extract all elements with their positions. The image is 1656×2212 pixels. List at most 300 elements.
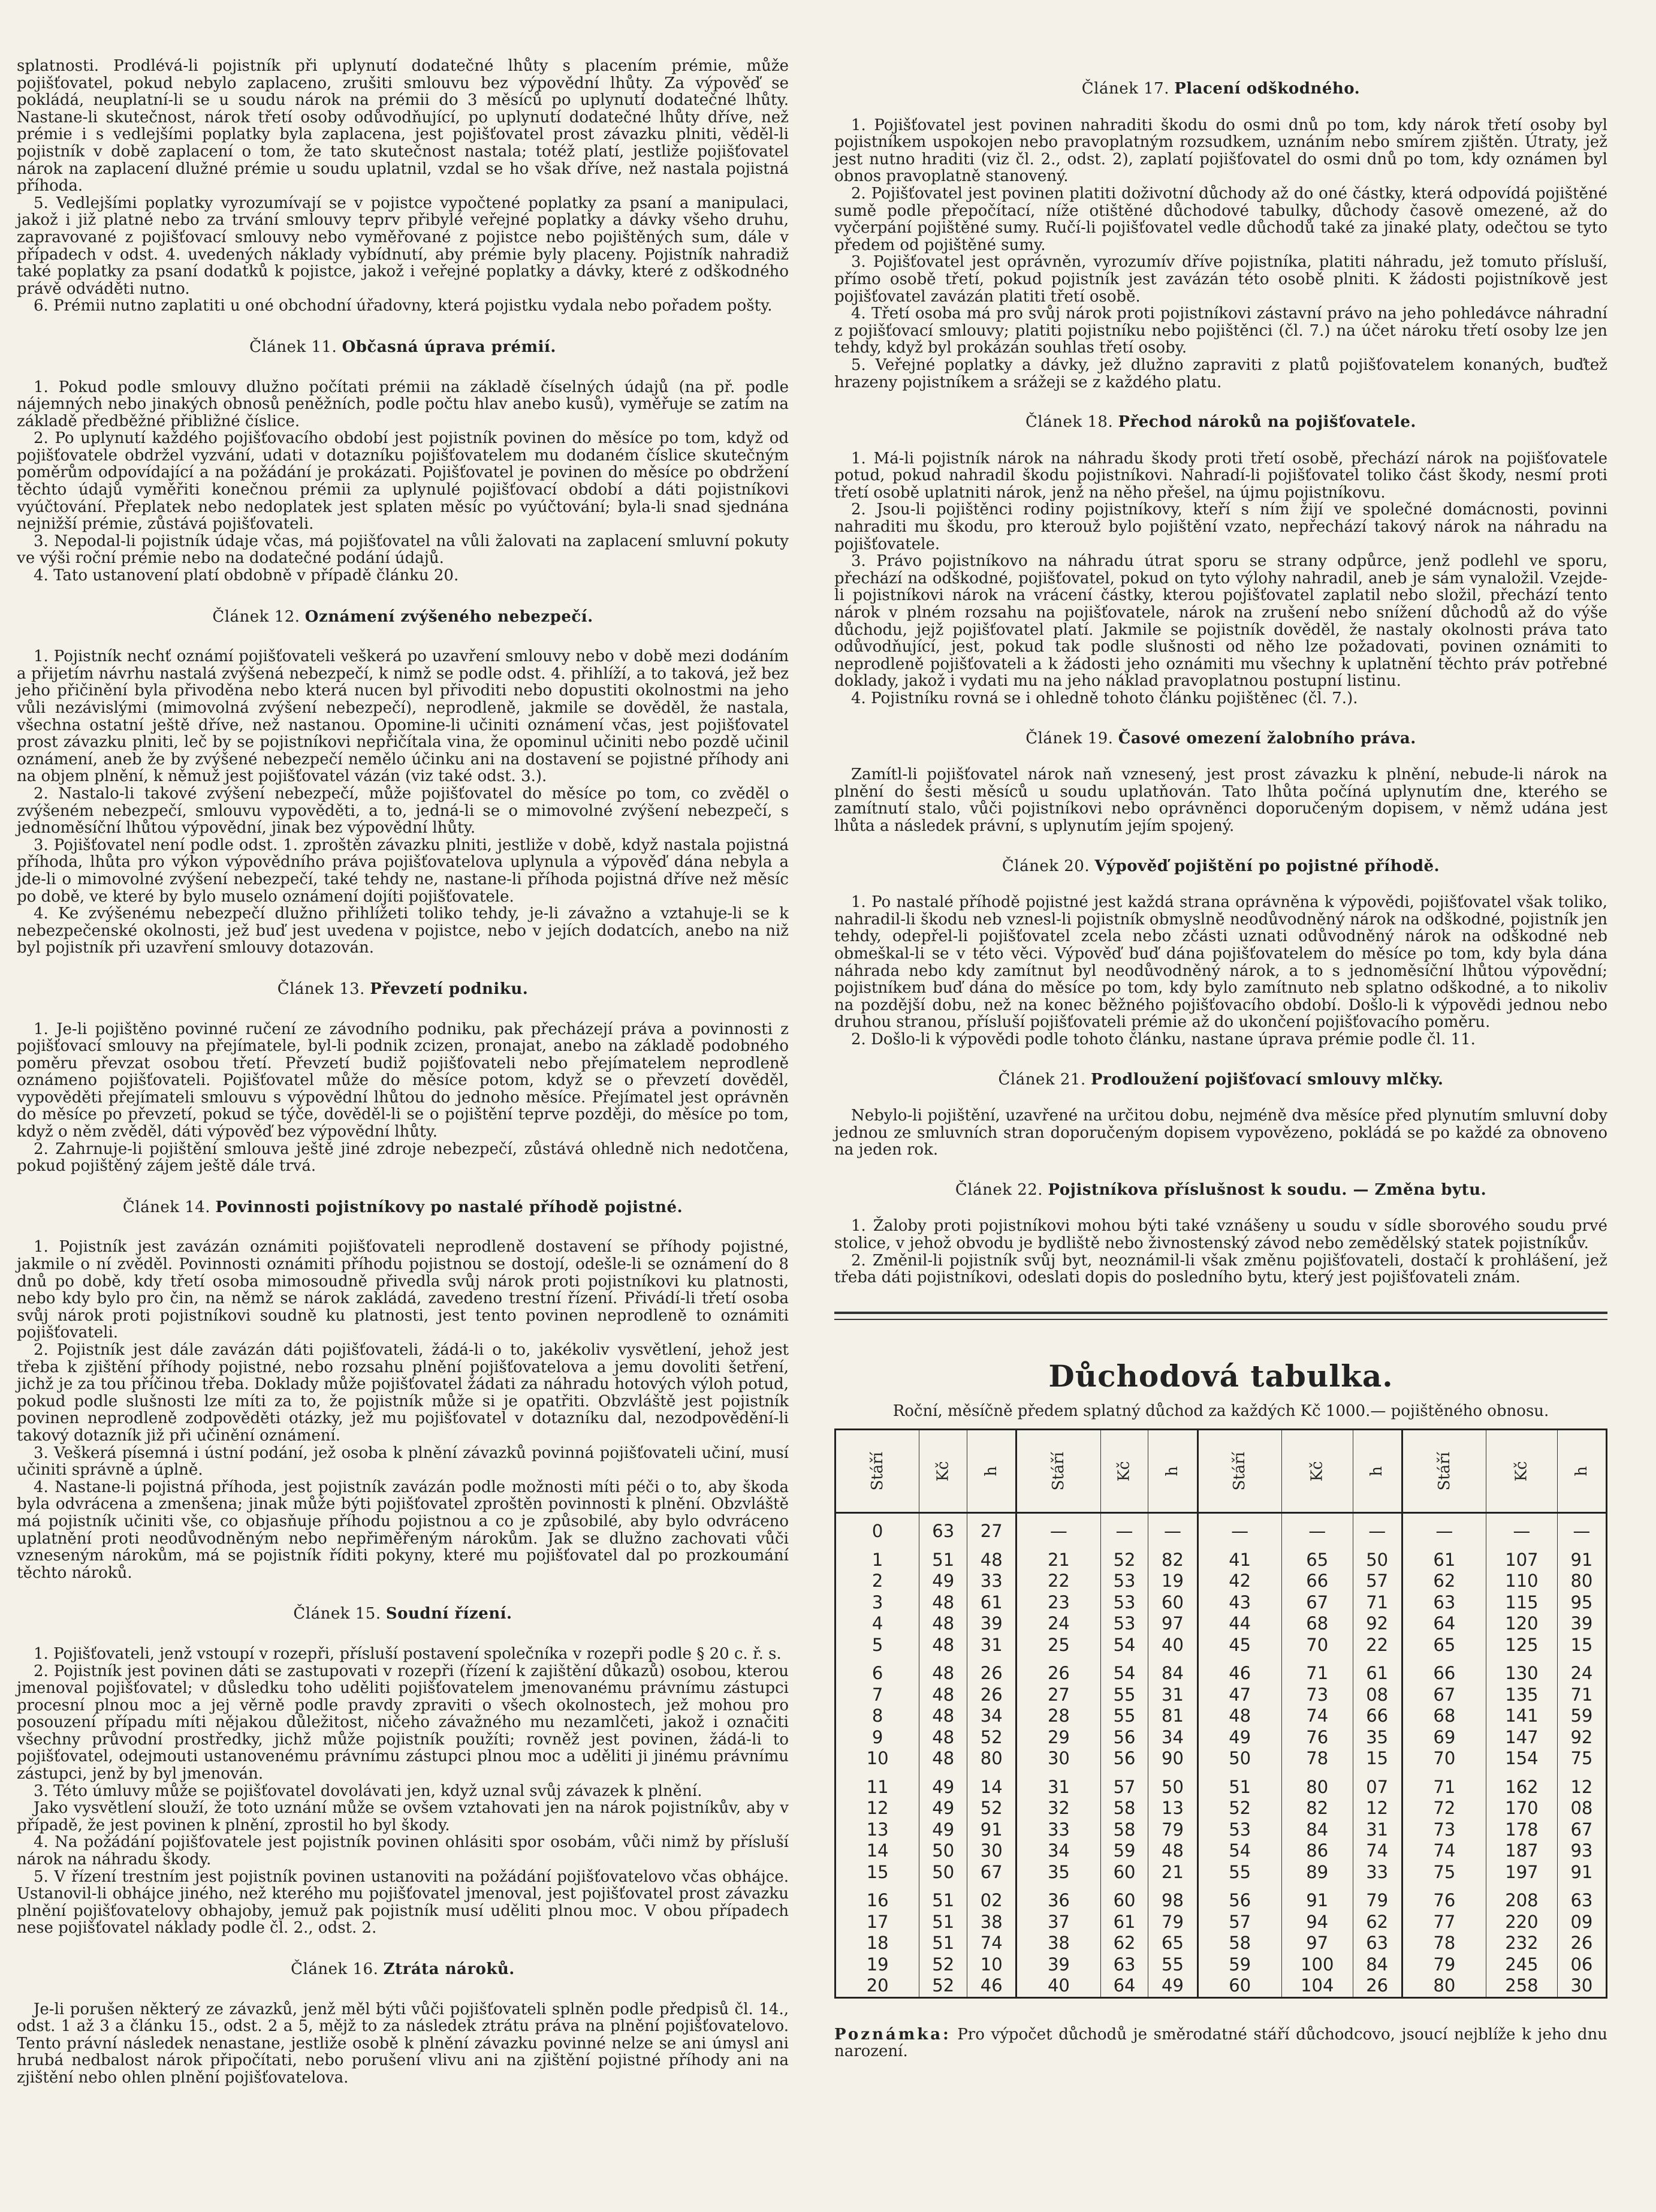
table-cell: 74 bbox=[967, 1933, 1016, 1954]
table-cell: 8 bbox=[835, 1705, 919, 1727]
table-cell: 58 bbox=[1197, 1933, 1281, 1954]
article-paragraph: 2. Došlo-li k výpovědi podle tohoto článku, nastane úprava prémie podle čl. 11. bbox=[851, 1030, 1476, 1048]
table-cell: 23 bbox=[1016, 1592, 1100, 1614]
table-cell: 141 bbox=[1486, 1705, 1558, 1727]
table-cell: 60 bbox=[1100, 1862, 1148, 1891]
article-paragraph: 2. Pojišťovatel jest povinen platiti doživotní důchody až do oné částky, která odpovídá pojištěné sumě podle přepočítací, níže otištěné důchodové tabulky, důchody časově omezené, až do vyčerpání pojištěné sumy. Ručí-li pojišťovatel vedle důchodů také za jinaké platy, odečtou se tyto předem od pojištěné sumy. bbox=[834, 184, 1607, 254]
table-row bbox=[835, 1975, 1607, 1997]
table-cell: 76 bbox=[1281, 1727, 1353, 1749]
table-cell: 63 bbox=[1402, 1592, 1486, 1614]
table-cell: 10 bbox=[835, 1748, 919, 1777]
table-cell: 197 bbox=[1486, 1862, 1558, 1891]
table-cell: 80 bbox=[1281, 1777, 1353, 1798]
article-number: Článek 14. bbox=[122, 1198, 211, 1216]
table-cell: 61 bbox=[1402, 1550, 1486, 1571]
table-cell: 34 bbox=[1016, 1840, 1100, 1862]
table-cell: 79 bbox=[1148, 1819, 1197, 1841]
article-paragraph: 2. Pojistník jest povinen dáti se zastupovati v rozepři (řízení k zajištění důkazů) osobou, kterou jmenoval pojišťovatel; v důsledku toho uděliti pojišťovatelem jmenovanému právnímu zástupci procesní plnou moc a jej věrně podle pravdy zpraviti o všech okolnostech, jež mohou pro posouzení případu míti nějakou důležitost, ničeho závažného mu nezamlčeti, jakož i označiti všechny průvodní prostředky, jichž může pojistník použíti; rovněž jest povinen, žádá-li to pojišťovatel, odejmouti ustanovenému právnímu zástupci plnou moc a uděliti ji jinému právnímu zástupci, jenž by byl jmenován. bbox=[17, 1662, 789, 1783]
table-row bbox=[835, 1890, 1607, 1912]
table-row bbox=[835, 1933, 1607, 1954]
table-cell: 49 bbox=[919, 1777, 967, 1798]
table-cell: 21 bbox=[1016, 1550, 1100, 1571]
table-cell: 12 bbox=[1570, 1776, 1593, 1797]
table-row bbox=[835, 1912, 1607, 1933]
table-cell: 53 bbox=[1197, 1819, 1281, 1841]
table-cell: 31 bbox=[1353, 1819, 1402, 1841]
article-paragraph: 2. Zahrnuje-li pojištění smlouva ještě jiné zdroje nebezpečí, zůstává ohledně nich nedotčena, pokud pojištěný zájem ještě dále trvá. bbox=[17, 1140, 789, 1176]
table-cell: 232 bbox=[1486, 1933, 1558, 1954]
table-cell: — bbox=[1281, 1513, 1353, 1550]
table-cell: 84 bbox=[1353, 1954, 1402, 1976]
right-column bbox=[834, 58, 1607, 2060]
table-row bbox=[835, 1684, 1607, 1706]
table-cell: 78 bbox=[1281, 1748, 1353, 1777]
table-cell: 43 bbox=[1197, 1592, 1281, 1614]
article-paragraph: 4. Ke zvýšenému nebezpečí dlužno přihlížeti toliko tehdy, je-li závažno a vztahuje-li se k nebezpečenské okolnosti, jež buď jest uvedena v pojistce, nebo v jejích dodatcích, anebo na niž byl pojistník při uzavření smlouvy dotazován. bbox=[17, 905, 789, 957]
table-cell: 60 bbox=[1148, 1592, 1197, 1614]
table-cell: 14 bbox=[835, 1840, 919, 1862]
article-paragraph: 1. Je-li pojištěno povinné ručení ze závodního podniku, pak přecházejí práva a povinnosti z pojišťovací smlouvy na přejímatele, byl-li podnik zcizen, pronajat, anebo na základě podobného poměru převzat osobou třetí. Převzetí budiž pojišťovateli nebo přejímatelem neprodleně oznámeno pojišťovateli. Pojišťovatel může do měsíce potom, když se o převzetí dověděl, vypověděti přejímateli smlouvu s výpovědní lhůtou do jednoho měsíce. Přejímatel jest oprávněn do měsíce po převzetí, pokud se týče, dověděl-li se o pojištění teprve později, do měsíce po tom, když o něm zvěděl, dáti výpověď bez výpovědní lhůty. bbox=[17, 1020, 789, 1141]
article-heading bbox=[834, 80, 1607, 98]
table-cell: 66 bbox=[1353, 1705, 1402, 1727]
column-header bbox=[1353, 1430, 1402, 1513]
article-number: Článek 13. bbox=[277, 980, 365, 998]
table-cell: 71 bbox=[1570, 1684, 1593, 1705]
table-cell: 08 bbox=[1570, 1798, 1593, 1819]
article-number: Článek 17. bbox=[1081, 80, 1169, 98]
table-cell: 2 bbox=[835, 1571, 919, 1592]
table-row bbox=[835, 1954, 1607, 1976]
table-cell: 208 bbox=[1486, 1890, 1558, 1912]
table-cell: 84 bbox=[1148, 1663, 1197, 1684]
table-cell: 162 bbox=[1486, 1777, 1558, 1798]
table-cell: 79 bbox=[1402, 1954, 1486, 1976]
article-heading bbox=[834, 1182, 1607, 1199]
table-cell: 59 bbox=[1197, 1954, 1281, 1976]
table-cell: 79 bbox=[1148, 1912, 1197, 1933]
column-header-label: Kč bbox=[1512, 1461, 1531, 1482]
table-cell: 48 bbox=[919, 1663, 967, 1684]
article-title: Oznámení zvýšeného nebezpečí. bbox=[304, 607, 593, 626]
table-cell: 1 bbox=[835, 1550, 919, 1571]
table-cell: 75 bbox=[1570, 1748, 1593, 1769]
table-cell: 110 bbox=[1486, 1571, 1558, 1592]
article-paragraph: 4. Nastane-li pojistná příhoda, jest pojistník zavázán podle možnosti míti péči o to, aby škoda byla odvrácena a zmenšena; jinak může býti pojišťovatel zproštěn povinnosti k plnění. Obzvláště má pojistník učiniti vše, co objasňuje příhodu pojistnou a co je způsobilé, aby bylo odvráceno uplatnění proti neodůvodněným nebo nepřiměřeným nárokům. Jak se dlužno zachovati vůči vzneseným nárokům, má se pojistník říditi pokyny, které mu pojišťovatel dal po prozkoumání těchto nároků. bbox=[17, 1478, 789, 1582]
table-cell: 75 bbox=[1402, 1862, 1486, 1891]
table-cell: 81 bbox=[1148, 1705, 1197, 1727]
article-heading bbox=[17, 339, 789, 356]
table-cell: 80 bbox=[1402, 1975, 1486, 1997]
table-cell: 55 bbox=[1148, 1954, 1197, 1976]
table-cell: 67 bbox=[1281, 1592, 1353, 1614]
table-row bbox=[835, 1513, 1607, 1550]
table-header-row bbox=[835, 1430, 1607, 1513]
table-cell: 46 bbox=[1197, 1663, 1281, 1684]
article-paragraph: 1. Po nastalé příhodě pojistné jest každá strana oprávněna k výpovědi, pojišťovatel však toliko, nahradil-li škodu neb vznesl-li pojistník obmyslně neodůvodněný nárok na odškodné, pojistník jen tehdy, odepřel-li pojišťovatel zcela nebo zčásti uznati odůvodněný nárok na odškodné neb obmeškal-li se v této věci. Výpověď buď dána pojišťovatelem do měsíce po tom, kdy byla dána náhrada nebo kdy zamítnut byl neodůvodněný nárok, a to s jednoměsíční lhůtou výpovědní; pojistníkem buď dána do měsíce po tom, kdy bylo zamítnuto neb splatno odškodné, a to nikoliv na pozdější dobu, než na konec běžného pojišťovacího období. Došlo-li k výpovědi jednou nebo druhou stranou, přísluší pojišťovateli prémie až do ukončení pojišťovacího poměru. bbox=[834, 893, 1607, 1032]
table-cell: 14 bbox=[967, 1777, 1016, 1798]
table-cell: 125 bbox=[1486, 1635, 1558, 1663]
article-number: Článek 22. bbox=[955, 1180, 1043, 1199]
article-paragraph: 1. Žaloby proti pojistníkovi mohou býti také vznášeny u soudu v sídle sborového soudu prvé stolice, v jehož obvodu je bydliště nebo živnostenský závod nebo zemědělský statek pojistníkův. bbox=[834, 1217, 1607, 1253]
table-cell: 61 bbox=[967, 1592, 1016, 1614]
table-cell: 29 bbox=[1016, 1727, 1100, 1749]
table-cell: 31 bbox=[967, 1635, 1016, 1663]
table-cell: 15 bbox=[1353, 1748, 1402, 1777]
table-cell: 30 bbox=[1016, 1748, 1100, 1777]
table-cell: 154 bbox=[1486, 1748, 1558, 1777]
article-title: Časové omezení žalobního práva. bbox=[1118, 729, 1416, 748]
table-cell: 89 bbox=[1281, 1862, 1353, 1891]
table-cell: 13 bbox=[835, 1819, 919, 1841]
table-cell: — bbox=[1486, 1513, 1558, 1550]
table-cell: 100 bbox=[1281, 1954, 1353, 1976]
table-cell: 63 bbox=[919, 1513, 967, 1550]
article-paragraph: 2. Jsou-li pojištěnci rodiny pojistníkovy, kteří s ním žijí ve společné domácnosti, povinni nahraditi mu škodu, pro kterouž bylo pojištění vzato, nepřechází takový nárok na náhradu na pojišťovatele. bbox=[834, 501, 1607, 553]
left-column bbox=[17, 58, 789, 2087]
intro-paragraph: 5. Vedlejšími poplatky vyrozumívají se v pojistce vypočtené poplatky za psaní a manipulaci, jakož i již platné nebo za trvání smlouvy teprv přibylé veřejné poplatky a dávky všeho druhu, zapravované z pojišťovací smlouvy nebo vyměřované z pojistce nebo pojištěných sum, dále v případech v odst. 4. uvedených náklady vybídnutí, aby prémie byly placeny. Pojistník nahradiž také poplatky za psaní dodatků k pojistce, jakož i veřejné poplatky a dávky, které z odškodného právě odváděti nutno. bbox=[17, 194, 789, 298]
table-row bbox=[835, 1550, 1607, 1571]
table-cell: 72 bbox=[1402, 1798, 1486, 1819]
table-cell: 60 bbox=[1197, 1975, 1281, 1997]
article-number: Článek 20. bbox=[1002, 857, 1090, 875]
article-paragraph: 3. Právo pojistníkovo na náhradu útrat sporu se strany odpůrce, jenž podlehl ve sporu, přechází na odškodné, pojišťovatel, pokud on tyto výlohy nahradil, aneb je sám vynaložil. Vzejde-li pojistníkovi nárok na vrácení částky, kterou pojišťovatel zaplatil nebo složil, přechází tento nárok v plném rozsahu na pojišťovatele, nárok na zrušení nebo snížení důchodů až do výše důchodu, jejž pojišťovatel platí. Jakmile se pojistník dověděl, že nastaly okolnosti práva tato odůvodňující, jest, pokud tak podle slušnosti od něho lze požadovati, povinen oznámiti to neprodleně pojišťovateli a k žádosti jeho oznámiti mu všechny k uplatnění těchto práv potřebné doklady, jakož i vydati mu na jeho náklad pravoplatnou postupní listinu. bbox=[834, 552, 1607, 691]
pension-table-title: Důchodová tabulka. bbox=[1048, 1358, 1393, 1394]
table-cell: 97 bbox=[1281, 1933, 1353, 1954]
table-cell: 245 bbox=[1486, 1954, 1558, 1976]
table-cell: 98 bbox=[1148, 1890, 1197, 1912]
column-header-label: h bbox=[1572, 1466, 1591, 1476]
table-cell: 49 bbox=[919, 1798, 967, 1819]
table-cell: 48 bbox=[967, 1550, 1016, 1571]
table-cell: 27 bbox=[967, 1513, 1016, 1550]
column-header bbox=[1281, 1430, 1353, 1513]
table-cell: — bbox=[1100, 1513, 1148, 1550]
table-cell: 51 bbox=[919, 1912, 967, 1933]
article-paragraph: 3. Této úmluvy může se pojišťovatel dovolávati jen, když uznal svůj závazek k plnění. bbox=[34, 1782, 702, 1800]
article-number: Článek 21. bbox=[998, 1070, 1086, 1089]
table-cell: 52 bbox=[919, 1954, 967, 1976]
table-cell: 49 bbox=[919, 1571, 967, 1592]
table-cell: 48 bbox=[1148, 1840, 1197, 1862]
article-paragraph: 1. Pojistník nechť oznámí pojišťovateli veškerá po uzavření smlouvy nebo v době mezi dodáním a přijetím návrhu nastalá zvýšená nebezpečí, k nimž se podle odst. 4. přihlíží, a to taková, jež bez jeho přičinění byla přivoděna nebo která nucen byl přivoditi nebo dopustiti okolnostmi na jeho vůli nezávislými (mimovolná zvýšení nebezpečí), neprodleně, jakmile se dověděl, že nastala, všechna ostatní ještě dříve, než nastanou. Opomine-li učiniti oznámení včas, jest pojišťovatel prost závazku plniti, leč by se pojistníkovi nepřičítala vina, že opominul učiniti nebo pozdě učinil oznámení, aneb že by zvýšené nebezpečí nemělo účinku ani na dostavení se pojistné příhody ani na objem plnění, k němuž jest pojišťovatel vázán (viz také odst. 3.). bbox=[17, 647, 789, 786]
pension-table bbox=[834, 1429, 1607, 1999]
article-paragraph: Zamítl-li pojišťovatel nárok naň vznesený, jest prost závazku k plnění, nebude-li nárok na plnění do šesti měsíců u soudu uplatňován. Tato lhůta počíná uplynutím dne, kterého se zamítnutí stalo, vůči pojistníkovi nebo oprávněnci doporučeným dopisem, v němž udána jest lhůta a následek právní, s uplynutím jejím spojený. bbox=[834, 766, 1607, 835]
table-cell: 147 bbox=[1486, 1727, 1558, 1749]
table-cell: 25 bbox=[1016, 1635, 1100, 1663]
column-header-label: h bbox=[1368, 1466, 1386, 1476]
table-cell: 63 bbox=[1100, 1954, 1148, 1976]
article-title: Ztráta nároků. bbox=[383, 1960, 515, 1978]
table-note bbox=[834, 2026, 1607, 2060]
table-cell: — bbox=[1016, 1513, 1100, 1550]
table-cell: 120 bbox=[1486, 1613, 1558, 1635]
column-header-label: Kč bbox=[1308, 1461, 1326, 1482]
article-title: Pojistníkova příslušnost k soudu. — Změna bytu. bbox=[1048, 1180, 1487, 1199]
table-row bbox=[835, 1819, 1607, 1841]
article-heading bbox=[834, 1071, 1607, 1089]
table-cell: 40 bbox=[1148, 1635, 1197, 1663]
table-cell: 57 bbox=[1100, 1777, 1148, 1798]
table-cell: 16 bbox=[835, 1890, 919, 1912]
table-cell: 71 bbox=[1402, 1777, 1486, 1798]
article-paragraph: 4. Na požádání pojišťovatele jest pojistník povinen ohlásiti spor osobám, vůči nimž by přísluší nárok na náhradu škody. bbox=[17, 1833, 789, 1869]
table-cell: 90 bbox=[1148, 1748, 1197, 1777]
table-cell: — bbox=[1573, 1521, 1591, 1542]
table-cell: 11 bbox=[835, 1777, 919, 1798]
table-cell: 47 bbox=[1197, 1684, 1281, 1706]
article-paragraph: 5. Veřejné poplatky a dávky, jež dlužno zapraviti z platů pojišťovatelem konaných, buďtež hrazeny pojistníkem a srážeji se z každého platu. bbox=[834, 355, 1607, 391]
table-row bbox=[835, 1663, 1607, 1684]
table-row bbox=[835, 1571, 1607, 1592]
table-cell: 35 bbox=[1016, 1862, 1100, 1891]
table-cell: 12 bbox=[1353, 1798, 1402, 1819]
article-title: Prodloužení pojišťovací smlouvy mlčky. bbox=[1090, 1070, 1444, 1089]
article-heading bbox=[17, 1199, 789, 1216]
table-cell: 18 bbox=[835, 1933, 919, 1954]
table-cell: 38 bbox=[967, 1912, 1016, 1933]
table-cell: 02 bbox=[967, 1890, 1016, 1912]
table-row bbox=[835, 1592, 1607, 1614]
table-cell: 130 bbox=[1486, 1663, 1558, 1684]
table-cell: 91 bbox=[967, 1819, 1016, 1841]
pension-table-subtitle: Roční, měsíčně předem splatný důchod za každých Kč 1000.— pojištěného obnosu. bbox=[892, 1402, 1549, 1421]
table-cell: 59 bbox=[1570, 1705, 1593, 1726]
column-header bbox=[1557, 1430, 1606, 1513]
column-header bbox=[1016, 1430, 1100, 1513]
article-heading bbox=[17, 608, 789, 626]
table-cell: 52 bbox=[967, 1727, 1016, 1749]
table-cell: — bbox=[1353, 1513, 1402, 1550]
table-cell: 92 bbox=[1570, 1726, 1593, 1747]
table-cell: 68 bbox=[1402, 1705, 1486, 1727]
table-cell: 41 bbox=[1197, 1550, 1281, 1571]
table-cell: 44 bbox=[1197, 1613, 1281, 1635]
table-cell: 27 bbox=[1016, 1684, 1100, 1706]
table-cell: 65 bbox=[1402, 1635, 1486, 1663]
table-cell: 22 bbox=[1016, 1571, 1100, 1592]
article-number: Článek 15. bbox=[293, 1605, 381, 1623]
table-cell: 78 bbox=[1402, 1933, 1486, 1954]
article-title: Placení odškodného. bbox=[1174, 80, 1361, 98]
article-title: Povinnosti pojistníkovy po nastalé příhodě pojistné. bbox=[215, 1198, 683, 1216]
table-cell: 10 bbox=[967, 1954, 1016, 1976]
table-cell: 79 bbox=[1353, 1890, 1402, 1912]
table-cell: 220 bbox=[1486, 1912, 1558, 1933]
table-row bbox=[835, 1613, 1607, 1635]
table-cell: 08 bbox=[1353, 1684, 1402, 1706]
table-cell: 21 bbox=[1148, 1862, 1197, 1891]
table-cell: 62 bbox=[1402, 1571, 1486, 1592]
table-cell: 39 bbox=[1570, 1613, 1593, 1634]
table-cell: 20 bbox=[835, 1975, 919, 1997]
table-cell: 52 bbox=[967, 1798, 1016, 1819]
column-header-label: Stáří bbox=[868, 1451, 886, 1491]
table-cell: 74 bbox=[1281, 1705, 1353, 1727]
table-cell: 66 bbox=[1402, 1663, 1486, 1684]
table-cell: 49 bbox=[1197, 1727, 1281, 1749]
table-cell: 28 bbox=[1016, 1705, 1100, 1727]
article-title: Výpověď pojištění po pojistné příhodě. bbox=[1094, 857, 1440, 875]
table-row bbox=[835, 1748, 1607, 1777]
table-cell: 82 bbox=[1148, 1550, 1197, 1571]
article-heading bbox=[17, 981, 789, 998]
table-cell: 258 bbox=[1486, 1975, 1558, 1997]
article-paragraph: 3. Veškerá písemná i ústní podání, jež osoba k plnění závazků povinná pojišťovateli učiní, musí učiniti správně a úplně. bbox=[17, 1443, 789, 1479]
table-cell: 67 bbox=[1402, 1684, 1486, 1706]
table-cell: 56 bbox=[1100, 1727, 1148, 1749]
table-cell: 178 bbox=[1486, 1819, 1558, 1841]
table-cell: 50 bbox=[919, 1840, 967, 1862]
table-cell: 76 bbox=[1402, 1890, 1486, 1912]
table-cell: 7 bbox=[835, 1684, 919, 1706]
table-cell: 97 bbox=[1148, 1613, 1197, 1635]
article-number: Článek 11. bbox=[249, 337, 337, 356]
table-row bbox=[835, 1727, 1607, 1749]
column-header bbox=[1100, 1430, 1148, 1513]
column-header-label: h bbox=[1163, 1466, 1182, 1476]
article-title: Převzetí podniku. bbox=[370, 980, 529, 998]
column-header-label: Kč bbox=[934, 1461, 952, 1482]
table-cell: 62 bbox=[1100, 1933, 1148, 1954]
article-paragraph: Nebylo-li pojištění, uzavřené na určitou dobu, nejméně dva měsíce před plynutím smluvní doby jednou ze smluvních stran doporučeným dopisem vypovězeno, pokládá se po každé za obnoveno na jeden rok. bbox=[834, 1107, 1607, 1159]
table-cell: 67 bbox=[967, 1862, 1016, 1891]
table-cell: 65 bbox=[1148, 1933, 1197, 1954]
table-cell: 4 bbox=[835, 1613, 919, 1635]
table-cell: 26 bbox=[1353, 1975, 1402, 1997]
table-cell: 46 bbox=[967, 1975, 1016, 1997]
table-cell: 15 bbox=[835, 1862, 919, 1891]
article-paragraph: 4. Třetí osoba má pro svůj nárok proti pojistníkovi zástavní právo na jeho pohledávce náhradní z pojišťovací smlouvy; platiti pojistníku nebo pojištěnci (čl. 7.) na účet nároku třetí osoby lze jen tehdy, když byl prokázán souhlas třetí osoby. bbox=[834, 305, 1607, 357]
article-title: Občasná úprava prémií. bbox=[342, 337, 556, 356]
intro-paragraph: 6. Prémii nutno zaplatiti u oné obchodní úřadovny, která pojistku vydala nebo pořadem pošty. bbox=[34, 297, 773, 315]
article-number: Článek 18. bbox=[1025, 413, 1114, 432]
table-cell: 55 bbox=[1100, 1705, 1148, 1727]
table-cell: 13 bbox=[1148, 1798, 1197, 1819]
table-cell: 56 bbox=[1100, 1748, 1148, 1777]
table-cell: 51 bbox=[1197, 1777, 1281, 1798]
column-header bbox=[1402, 1430, 1486, 1513]
table-cell: 91 bbox=[1570, 1549, 1593, 1570]
article-number: Článek 16. bbox=[291, 1960, 379, 1978]
table-cell: 77 bbox=[1402, 1912, 1486, 1933]
table-cell: 54 bbox=[1100, 1663, 1148, 1684]
column-header bbox=[835, 1430, 919, 1513]
article-title: Přechod nároků na pojišťovatele. bbox=[1118, 413, 1416, 432]
table-cell: 65 bbox=[1281, 1550, 1353, 1571]
article-paragraph: 1. Pokud podle smlouvy dlužno počítati prémii na základě číselných údajů (na př. podle nájemných nebo jinakých obnosů peněžních, podle počtu hlav anebo kusů), vyměřuje se zatím na základě předběžné přibližné číslice. bbox=[17, 378, 789, 430]
table-cell: 74 bbox=[1353, 1840, 1402, 1862]
table-cell: 48 bbox=[919, 1635, 967, 1663]
article-heading bbox=[834, 858, 1607, 875]
article-paragraph: Je-li porušen některý ze závazků, jenž měl býti vůči pojišťovateli splněn podle předpisů čl. 14., odst. 1 až 3 a článku 15., odst. 2 a 5, mějž to za následek ztrátu práva na plnění pojišťovatelovo. Tento právní následek nenastane, jestliže osobě k plnění závazku povinné nelze se ani úmysl ani hrubá nedbalost nárok připočítati, nebo porušení vlivu ani na zjištění pojistné příhody ani na zjištění nebo ohlen plnění pojišťovatelova. bbox=[17, 2000, 789, 2087]
column-header-label: Stáří bbox=[1435, 1451, 1453, 1491]
table-cell: 24 bbox=[1570, 1663, 1593, 1684]
table-cell: 30 bbox=[967, 1840, 1016, 1862]
table-cell: 84 bbox=[1281, 1819, 1353, 1841]
intro-paragraph: splatnosti. Prodlévá-li pojistník při uplynutí dodatečné lhůty s placením prémie, může pojišťovatel, pokud nebylo zaplaceno, zrušiti smlouvu bez výpovědní lhůty. Za výpověď se pokládá, neuplatní-li se u soudu nárok na prémii do 3 měsíců po uplynutí dodatečné lhůty. Nastane-li skutečnost, nárok třetí osoby odůvodňující, po uplynutí dodatečné lhůty dříve, než prémie i s vedlejšími poplatky byla zaplacena, jest pojišťovatel prost závazku plniti, věděl-li pojistník v době zaplacení o tom, že tato skutečnost nastala; totéž platí, jestliže pojišťovatel nárok na zaplacení dlužné prémie u soudu uplatnil, vzdal se ho však dříve, než nastala pojistná příhoda. bbox=[17, 57, 789, 195]
article-paragraph: 2. Pojistník jest dále zavázán dáti pojišťovateli, žádá-li o to, jakékoliv vysvětlení, jehož jest třeba k zjištění příhody pojistné, nebo rozsahu plnění pojišťovatelova a jemu dovoliti šetření, jichž je za tou příčinou třeba. Doklady může pojišťovatel žádati za náhradu hotových výloh potud, pokud podle slušnosti lze míti za to, že pojistník může si je opatřiti. Obzvláště jest pojistník povinen neprodleně zodpověděti otázky, jež mu pojišťovatel v dotazníku dal, nezodpovědění-li takový dotazník již při učinění oznámení. bbox=[17, 1341, 789, 1445]
table-cell: 52 bbox=[919, 1975, 967, 1997]
column-header bbox=[1148, 1430, 1197, 1513]
column-header bbox=[967, 1430, 1016, 1513]
table-cell: 48 bbox=[919, 1613, 967, 1635]
table-cell: 5 bbox=[835, 1635, 919, 1663]
article-heading bbox=[17, 1605, 789, 1623]
article-paragraph: 1. Pojistník jest zavázán oznámiti pojišťovateli neprodleně dostavení se příhody pojistné, jakmile o ní zvěděl. Povinnosti oznámiti příhodu pojistnou se dostojí, odešle-li se oznámení do 8 dnů po době, kdy třetí osoba mimosoudně přivedla svůj nárok proti pojistníkovi ku platnosti, nebo kdy bylo pro čin, na němž se nárok zakládá, zavedeno trestní řízení. Přivádí-li třetí osoba svůj nárok proti pojistníkovi soudně ku platnosti, jest tento povinen neprodleně to oznámiti pojišťovateli. bbox=[17, 1238, 789, 1342]
table-cell: 6 bbox=[835, 1663, 919, 1684]
table-cell: 54 bbox=[1197, 1840, 1281, 1862]
table-cell: 135 bbox=[1486, 1684, 1558, 1706]
divider-rule-thin bbox=[834, 1319, 1607, 1320]
table-cell: 53 bbox=[1100, 1571, 1148, 1592]
table-cell: 19 bbox=[1148, 1571, 1197, 1592]
table-cell: 82 bbox=[1281, 1798, 1353, 1819]
table-cell: 39 bbox=[967, 1613, 1016, 1635]
article-paragraph: 2. Po uplynutí každého pojišťovacího období jest pojistník povinen do měsíce po tom, když od pojišťovatele obdržel vyzvání, udati v dotazníku pojišťovatelem mu dodaném číslice skutečným poměrům odpovídající a na požádání je prokázati. Pojišťovatel je povinen do měsíce po obdržení těchto údajů vyměřiti konečnou prémii za uplynulé pojišťovací období a dáti pojistníkovi vyúčtování. Přeplatek nebo nedoplatek jest splaten měsíc po vyúčtování; byla-li snad sjednána nejnižší prémie, zůstává pojišťovateli. bbox=[17, 429, 789, 534]
table-cell: 33 bbox=[1016, 1819, 1100, 1841]
table-cell: 55 bbox=[1100, 1684, 1148, 1706]
table-cell: 80 bbox=[1570, 1571, 1593, 1592]
column-header-label: h bbox=[982, 1466, 1000, 1476]
table-cell: 104 bbox=[1281, 1975, 1353, 1997]
table-cell: — bbox=[1402, 1513, 1486, 1550]
table-cell: 09 bbox=[1570, 1911, 1593, 1932]
article-heading bbox=[17, 1961, 789, 1978]
table-cell: 33 bbox=[1353, 1862, 1402, 1891]
table-cell: 26 bbox=[1016, 1663, 1100, 1684]
table-body bbox=[835, 1513, 1607, 1998]
table-cell: 55 bbox=[1197, 1862, 1281, 1891]
table-cell: 74 bbox=[1402, 1840, 1486, 1862]
table-cell: 40 bbox=[1016, 1975, 1100, 1997]
table-row bbox=[835, 1840, 1607, 1862]
table-row bbox=[835, 1777, 1607, 1798]
table-cell: 54 bbox=[1100, 1635, 1148, 1663]
table-cell: 70 bbox=[1281, 1635, 1353, 1663]
table-cell: 12 bbox=[835, 1798, 919, 1819]
table-cell: 3 bbox=[835, 1592, 919, 1614]
table-cell: 48 bbox=[919, 1748, 967, 1777]
note-label: Poznámka: bbox=[834, 2025, 951, 2044]
table-cell: 50 bbox=[919, 1862, 967, 1891]
table-row bbox=[835, 1862, 1607, 1891]
table-cell: 62 bbox=[1353, 1912, 1402, 1933]
column-header-label: Kč bbox=[1115, 1461, 1133, 1482]
article-paragraph: 1. Pojišťovateli, jenž vstoupí v rozepři, přísluší postavení společníka v rozepři podle § 20 c. ř. s. bbox=[34, 1644, 782, 1663]
table-cell: 91 bbox=[1281, 1890, 1353, 1912]
table-cell: 57 bbox=[1197, 1912, 1281, 1933]
table-cell: 22 bbox=[1353, 1635, 1402, 1663]
table-cell: 24 bbox=[1016, 1613, 1100, 1635]
table-cell: 52 bbox=[1100, 1550, 1148, 1571]
table-cell: 61 bbox=[1353, 1663, 1402, 1684]
article-paragraph: 4. Pojistníku rovná se i ohledně tohoto článku pojištěnec (čl. 7.). bbox=[851, 689, 1358, 707]
table-cell: 115 bbox=[1486, 1592, 1558, 1614]
table-cell: 51 bbox=[919, 1933, 967, 1954]
table-cell: 69 bbox=[1402, 1727, 1486, 1749]
table-cell: — bbox=[1148, 1513, 1197, 1550]
table-cell: 187 bbox=[1486, 1840, 1558, 1862]
table-cell: 67 bbox=[1570, 1819, 1593, 1840]
table-cell: 52 bbox=[1197, 1798, 1281, 1819]
table-cell: 37 bbox=[1016, 1912, 1100, 1933]
table-cell: 63 bbox=[1570, 1890, 1593, 1911]
table-cell: 48 bbox=[1197, 1705, 1281, 1727]
table-cell: 15 bbox=[1570, 1634, 1593, 1655]
table-cell: 56 bbox=[1197, 1890, 1281, 1912]
table-cell: 53 bbox=[1100, 1592, 1148, 1614]
article-paragraph: 1. Má-li pojistník nárok na náhradu škody proti třetí osobě, přechází nárok na pojišťovatele potud, pokud nahradil škodu pojistníkovi. Nahradí-li pojišťovatel toliko část škody, nesmí proti třetí osobě uplatniti nárok, jenž na něho přešel, na újmu pojistníkovu. bbox=[834, 449, 1607, 502]
